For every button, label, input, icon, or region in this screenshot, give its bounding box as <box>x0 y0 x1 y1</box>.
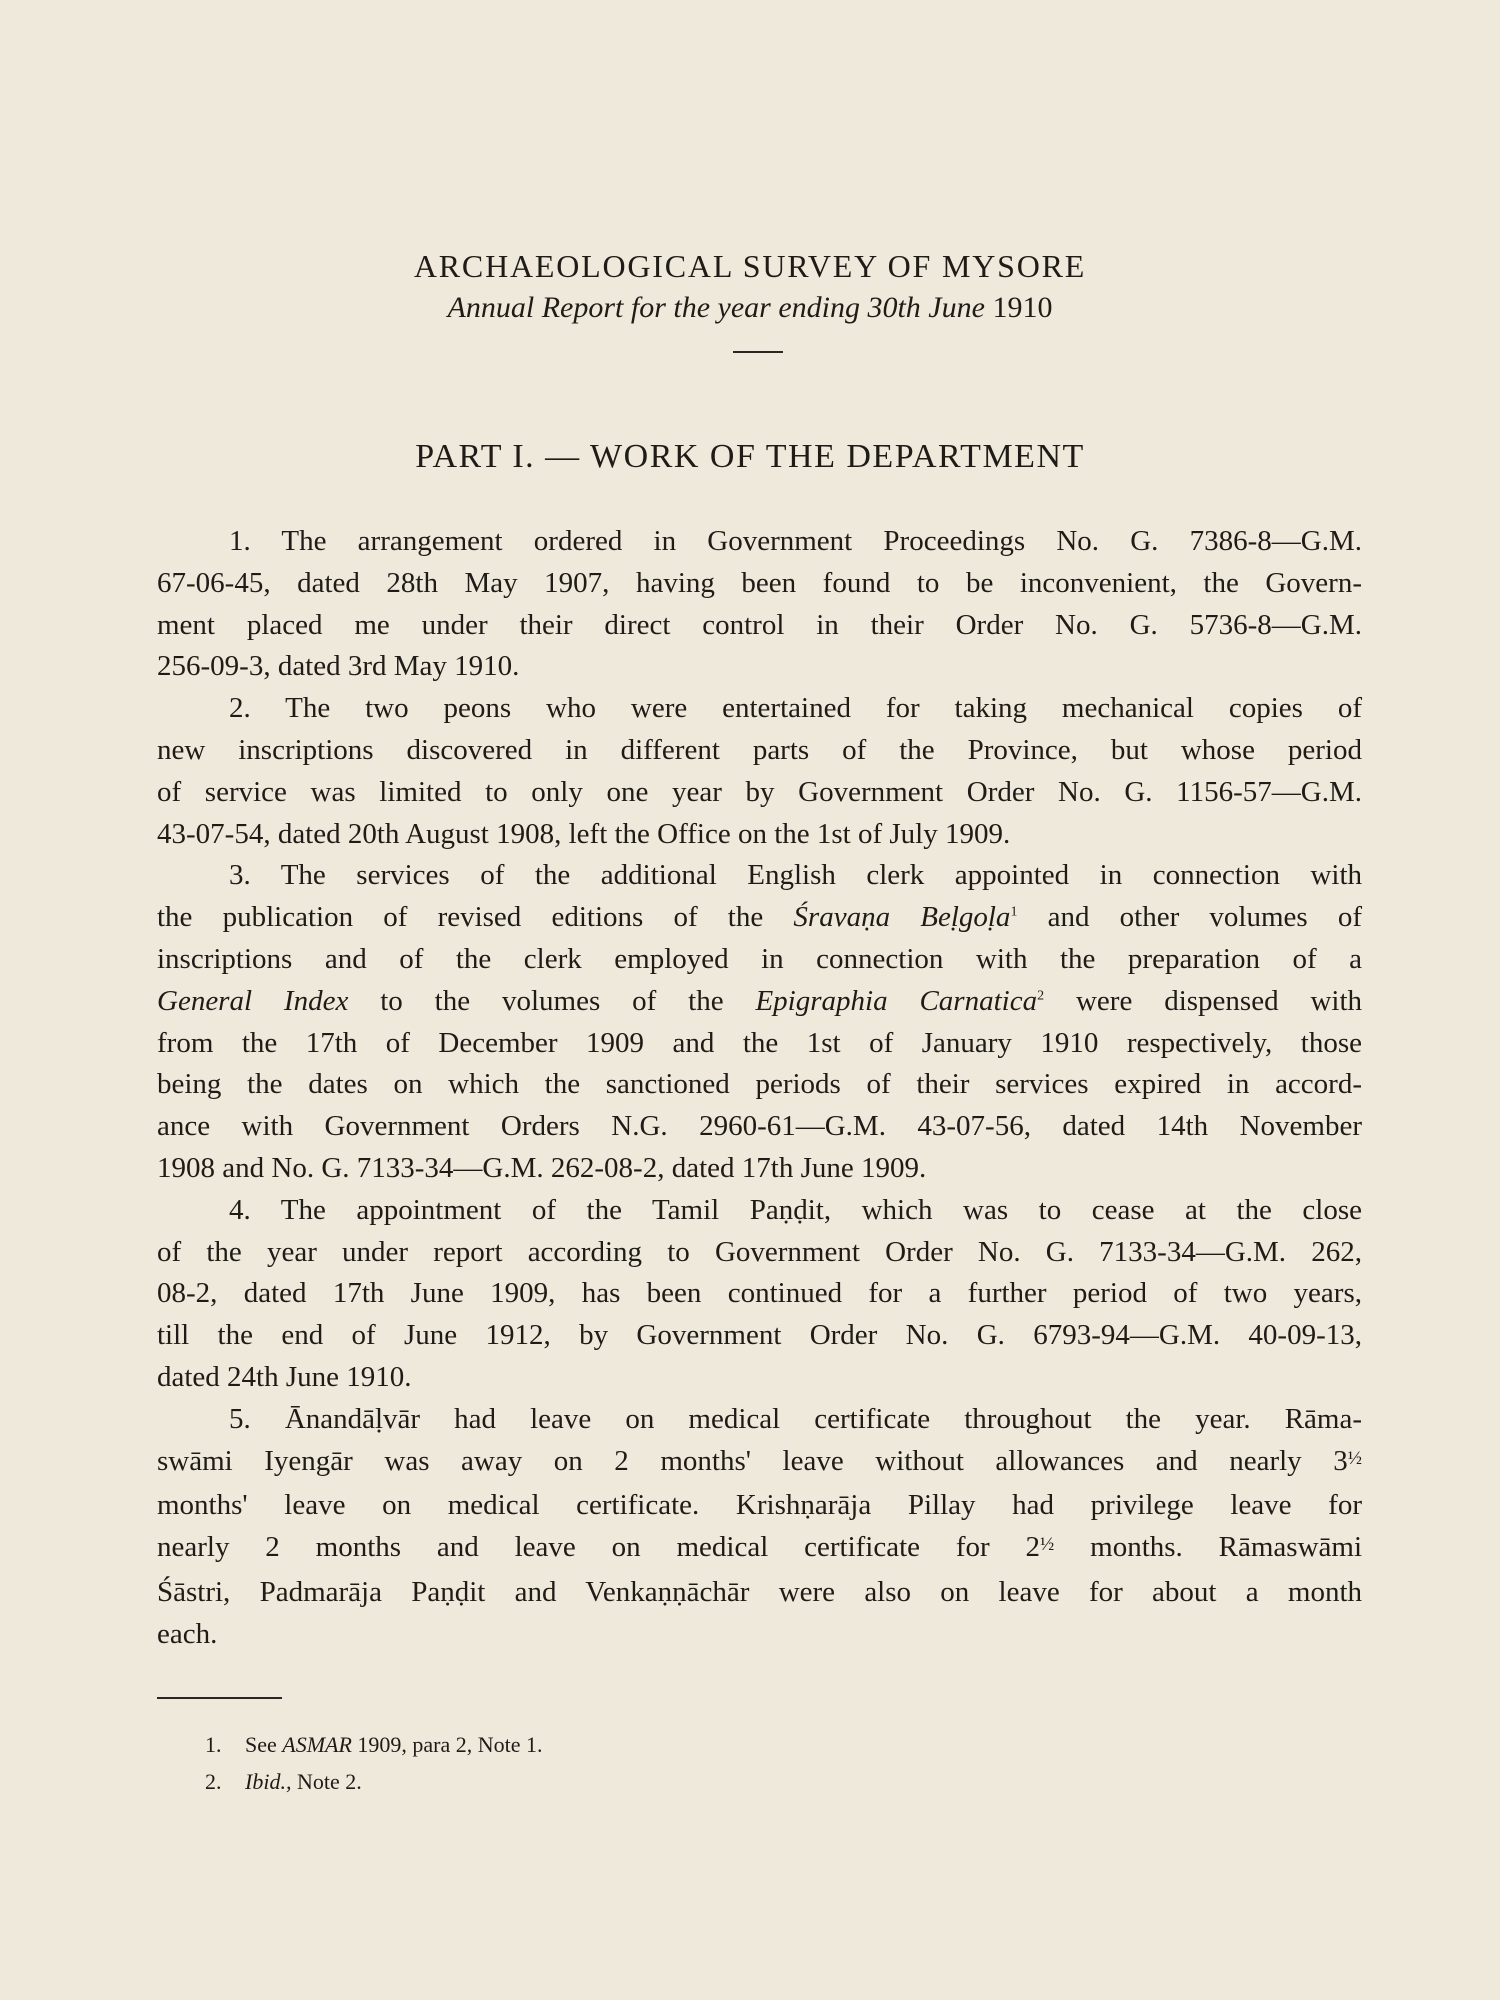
footnote-number: 1. <box>205 1732 222 1757</box>
footnote-text: 1909, para 2, Note 1. <box>357 1732 543 1757</box>
p3-line-8: 1908 and No. G. 7133-34—G.M. 262-08-2, dated 17th June 1909. <box>157 1151 927 1184</box>
p3-line-3: inscriptions and of the clerk employed in connection with the preparation of a <box>157 942 1362 975</box>
epigraphia-carnatica-title: Epigraphia Carnatica <box>755 984 1038 1017</box>
p5-line-4 <box>157 1527 1362 1572</box>
p4-line-5: dated 24th June 1910. <box>157 1360 412 1393</box>
p3-line-6: being the dates on which the sanctioned periods of their services expired in accord- <box>157 1068 1362 1101</box>
p3-line-2-text-b: and other volumes of <box>1047 901 1363 934</box>
fraction-half: ½ <box>1040 1534 1055 1556</box>
part-title: PART I. — WORK OF THE DEPARTMENT <box>415 438 1085 475</box>
paragraph-4 <box>157 1190 1362 1399</box>
p3-line-2-text-a: the publication of revised editions of the <box>157 901 764 934</box>
p5-line-2-text: swāmi Iyengār was away on 2 months' leave without allowances and nearly 3 <box>157 1444 1348 1477</box>
paragraph-5 <box>157 1399 1362 1656</box>
p2-line-1: 2. The two peons who were entertained for taking mechanical copies of <box>229 692 1362 725</box>
paragraph-3 <box>157 855 1362 1189</box>
body-text <box>157 521 1362 1656</box>
p3-line-4-text-a: to the volumes of the <box>380 984 724 1017</box>
footnote-1 <box>205 1726 543 1763</box>
footnote-ref-2: 2 <box>1037 988 1045 1004</box>
report-subtitle <box>0 291 1500 325</box>
p5-line-4-text-a: nearly 2 months and leave on medical certificate for 2 <box>157 1531 1041 1564</box>
p1-line-2: 67-06-45, dated 28th May 1907, having been found to be inconvenient, the Govern- <box>157 566 1362 599</box>
p3-line-7: ance with Government Orders N.G. 2960-61—G.M. 43-07-56, dated 14th November <box>157 1110 1362 1143</box>
footnote-italic: Ibid., <box>245 1769 292 1794</box>
subtitle-year: 1910 <box>992 291 1053 324</box>
p5-line-4-text-b: months. Rāmaswāmi <box>1090 1531 1363 1564</box>
p2-line-3: of service was limited to only one year by Government Order No. G. 1156-57—G.M. <box>157 775 1362 808</box>
p3-line-4 <box>157 981 1362 1023</box>
p5-line-6: each. <box>157 1617 218 1650</box>
p3-line-1: 3. The services of the additional English clerk appointed in connection with <box>229 859 1362 892</box>
footnote-number: 2. <box>205 1769 222 1794</box>
p4-line-4: till the end of June 1912, by Government Order No. G. 6793-94—G.M. 40-09-13, <box>157 1319 1362 1352</box>
p2-line-2: new inscriptions discovered in different parts of the Province, but whose period <box>157 733 1362 766</box>
paragraph-2 <box>157 688 1362 855</box>
footnote-ref-1: 1 <box>1010 904 1018 920</box>
p4-line-1: 4. The appointment of the Tamil Paṇḍit, which was to cease at the close <box>229 1193 1362 1226</box>
sravana-belgola-title: Śravaṇa Beḷgoḷa <box>793 901 1011 934</box>
footnote-text: Note 2. <box>296 1769 362 1794</box>
p1-line-4: 256-09-3, dated 3rd May 1910. <box>157 650 520 683</box>
p5-line-1: 5. Ānandāḷvār had leave on medical certificate throughout the year. Rāma- <box>229 1402 1362 1435</box>
fraction-half: ½ <box>1347 1447 1362 1469</box>
footnote-italic: ASMAR <box>282 1732 352 1757</box>
subtitle-italic: Annual Report for the year ending 30th June <box>447 291 985 324</box>
p3-line-5: from the 17th of December 1909 and the 1st of January 1910 respectively, those <box>157 1026 1362 1059</box>
footnote-2 <box>205 1763 543 1800</box>
title-divider <box>733 351 783 353</box>
p1-line-3: ment placed me under their direct control in their Order No. G. 5736-8—G.M. <box>157 608 1362 641</box>
footnote-text: See <box>245 1732 277 1757</box>
p2-line-4: 43-07-54, dated 20th August 1908, left the Office on the 1st of July 1909. <box>157 817 1011 850</box>
paragraph-1 <box>157 521 1362 688</box>
p5-line-5: Śāstri, Padmarāja Paṇḍit and Venkaṇṇāchār were also on leave for about a month <box>157 1575 1362 1608</box>
general-index-title: General Index <box>157 984 349 1017</box>
p3-line-2 <box>157 897 1362 939</box>
report-title: ARCHAEOLOGICAL SURVEY OF MYSORE <box>413 248 1087 284</box>
p4-line-3: 08-2, dated 17th June 1909, has been continued for a further period of two years, <box>157 1277 1362 1310</box>
p1-line-1: 1. The arrangement ordered in Government Proceedings No. G. 7386-8—G.M. <box>229 525 1362 557</box>
p3-line-4-text-b: were dispensed with <box>1075 984 1363 1017</box>
p5-line-2 <box>157 1441 1362 1486</box>
p4-line-2: of the year under report according to Government Order No. G. 7133-34—G.M. 262, <box>157 1235 1362 1268</box>
footnote-divider <box>157 1697 282 1699</box>
p5-line-3: months' leave on medical certificate. Krishṇarāja Pillay had privilege leave for <box>157 1489 1362 1522</box>
footnotes <box>205 1726 543 1800</box>
